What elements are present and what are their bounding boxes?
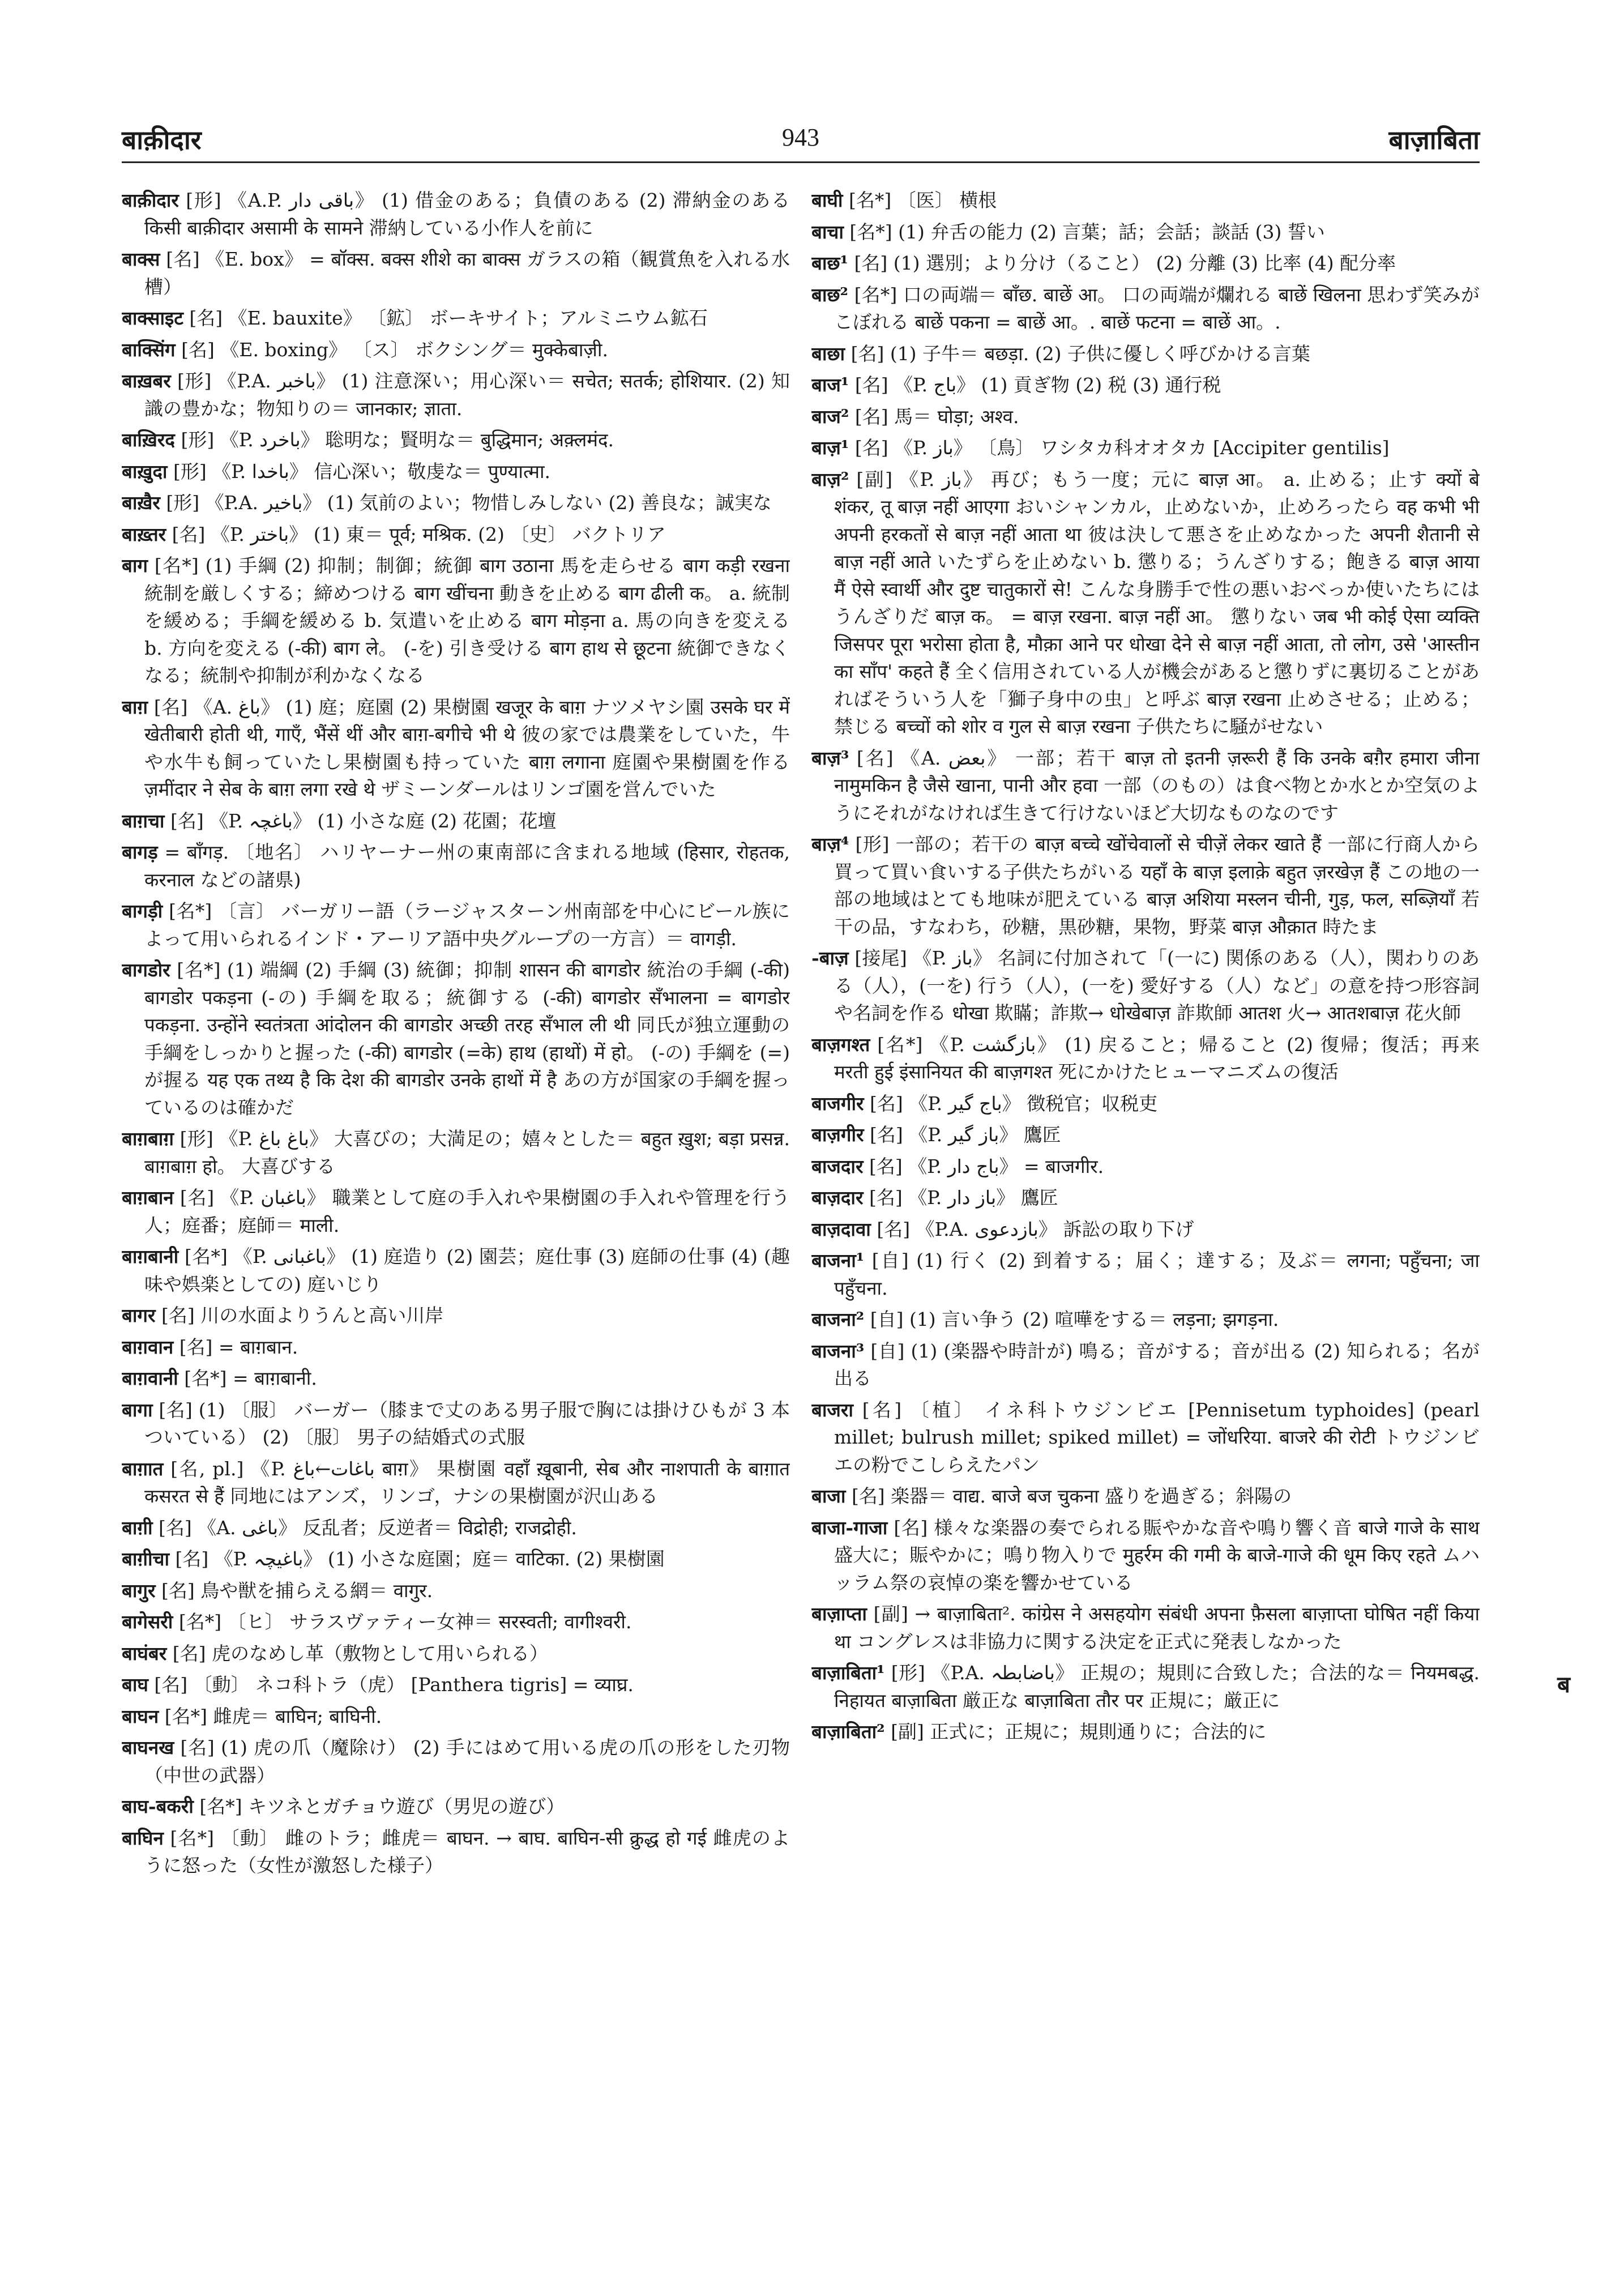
running-head-left: बाक़ीदार: [122, 125, 202, 155]
dictionary-entry: [122, 1125, 790, 1180]
dictionary-entry: [811, 1121, 1480, 1149]
entry-definition: [自] (1) 言い争う (2) 喧嘩をする＝ लड़ना; झगड़ना.: [870, 1308, 1279, 1330]
entry-definition: [名] 《E. boxing》 〔ス〕 ボクシング＝ मुक्केबाज़ी.: [181, 338, 608, 361]
dictionary-entry: [122, 1608, 790, 1636]
entry-definition: [名*] (1) 端綱 (2) 手綱 (3) 統御；抑制 शासन की बागडोर 統治の手綱 (-की) बागडोर पकड़ना (-の) 手綱を取る；統御する (-की) बागडोर सँभालना = बागडोर पकड़ना. उन्होंने स्वतंत्रता आंदोलन की बागडोर अच्छी तरह सँभाल ली थी 同氏が独立運動の手綱をしっかりと握った (-की) बागडोर (=के) हाथ (हाथों) में हो。 (-の) 手綱を (=) が握る यह एक तथ्य है कि देश की बागडोर उनके हाथों में है あの方が国家の手綱を握っているのは確かだ: [144, 959, 790, 1119]
right-column: [811, 187, 1480, 2213]
dictionary-entry: [122, 1334, 790, 1361]
entry-definition: [副] → बाज़ाबिता². कांग्रेस ने असहयोग संबंधी अपना फ़ैसला बाज़ाप्ता घोषित नहीं किया था コングレスは非協力に関する決定を正式に発表しなかった: [834, 1603, 1480, 1653]
dictionary-entry: [811, 1216, 1480, 1244]
entry-headword: बाग़बान: [122, 1186, 174, 1209]
entry-definition: [名] 《P. باج دار》 = बाजगीर.: [869, 1155, 1104, 1177]
dictionary-entry: [122, 458, 790, 486]
entry-headword: बाज़ाप्ता: [811, 1603, 867, 1625]
entry-headword: बाघनख: [122, 1736, 174, 1759]
entry-headword: बाग़बानी: [122, 1245, 179, 1267]
entry-definition: [名] 楽器＝ वाद्य. बाजे बज चुकना 盛りを過ぎる；斜陽の: [851, 1485, 1292, 1507]
entry-definition: [形] 《P.A. باخبر》 (1) 注意深い；用心深い＝ सचेत; सतर्क; होशियार. (2) 知識の豊かな；物知りの＝ जानकार; ज्ञाता.: [144, 370, 790, 420]
dictionary-entry: [811, 1659, 1480, 1714]
entry-headword: बाजना³: [811, 1339, 865, 1362]
dictionary-entry: [811, 1338, 1480, 1393]
entry-headword: बाख़बर: [122, 370, 171, 392]
entry-headword: बाग़वानी: [122, 1367, 178, 1389]
entry-headword: बाज¹: [811, 374, 849, 396]
dictionary-entry: [122, 898, 790, 953]
entry-headword: बाघ: [122, 1674, 148, 1696]
entry-headword: बाक्स: [122, 248, 160, 270]
entry-headword: बाज़ाबिता²: [811, 1721, 885, 1743]
entry-definition: [名*] = बाग़बानी.: [184, 1367, 317, 1389]
entry-headword: बाज़ाबिता¹: [811, 1662, 885, 1684]
entry-definition: [名*] (1) 手綱 (2) 抑制；制御；統御 बाग उठाना 馬を走らせる बाग कड़ी रखना 統制を厳しくする；締めつける बाग खींचना 動きを止める बाग ढीली क。 a. 統制を緩める；手綱を緩める b. 気遣いを止める बाग मोड़ना a. 馬の向きを変える b. 方向を変える (-की) बाग ले。 (-を) 引き受ける बाग हाथ से छूटना 統御できなくなる；統制や抑制が利かなくなる: [144, 554, 790, 686]
entry-headword: बाचा: [811, 220, 844, 243]
dictionary-entry: [122, 521, 790, 549]
dictionary-entry: [811, 1153, 1480, 1181]
entry-headword: बाग़ी: [122, 1516, 153, 1539]
dictionary-entry: [122, 1514, 790, 1542]
entry-definition: [名*] (1) 弁舌の能力 (2) 言葉；話；会話；談話 (3) 誓い: [849, 220, 1325, 243]
dictionary-entry: [811, 1397, 1480, 1479]
entry-headword: बाक़ीदार: [122, 189, 179, 211]
dictionary-entry: [122, 1456, 790, 1510]
entry-definition: [名] 《P. باج گیر》 徴税官；収税吏: [870, 1092, 1158, 1115]
entry-definition: [名] 馬＝ घोड़ा; अश्व.: [854, 405, 1019, 428]
dictionary-entry: [122, 694, 790, 804]
dictionary-entry: [811, 1483, 1480, 1510]
dictionary-entry: [122, 1734, 790, 1789]
dictionary-entry: [122, 1671, 790, 1699]
entry-definition: [名] 《P. باختر》 (1) 東＝ पूर्व; मश्रिक. (2) 〔史〕 バクトリア: [172, 523, 666, 545]
entry-headword: बाजना¹: [811, 1249, 865, 1271]
entry-headword: बाख़ैर: [122, 492, 160, 514]
entry-definition: [自] (1) 行く (2) 到着する；届く；達する；及ぶ＝ लगना; पहुँचना; जा पहुँचना.: [834, 1249, 1480, 1299]
dictionary-entry: [811, 187, 1480, 215]
running-head-right: बाज़ाबिता: [1388, 125, 1480, 155]
dictionary-entry: [811, 1514, 1480, 1597]
dictionary-entry: [811, 403, 1480, 431]
entry-definition: [接尾] 《P. باز》 名詞に付加されて「(一に) 関係のある（人），関わりのある（人），(一を) 行う（人），(一を) 愛好する（人）など」の意を持つ形容詞や名詞を作る धोखा 欺瞞；詐欺→ धोखेबाज़ 詐欺師 आतश 火→ आतशबाज़ 花火師: [834, 947, 1480, 1024]
entry-definition: [名] 〔動〕 ネコ科トラ（虎） [Panthera tigris] = व्याघ्र.: [154, 1674, 634, 1696]
entry-definition: [形] 《P.A. باضابطہ》 正規の；規則に合致した；合法的な＝ नियमबद्ध. निहायत बाज़ाबिता 厳正な बाज़ाबिता तौर पर 正規に；厳正に: [834, 1662, 1480, 1711]
entry-headword: बाख़ुदा: [122, 460, 168, 483]
entry-headword: -बाज़: [811, 947, 849, 969]
entry-headword: बागुर: [122, 1579, 156, 1602]
entry-definition: [名] 《A. باغ》 (1) 庭；庭園 (2) 果樹園 खजूर के बाग़ ナツメヤシ園 उसके घर में खेतीबारी होती थी, गाएँ, भैंसें थीं और बाग़-बगीचे भी थे 彼の家では農業をしていた，牛や水牛も飼っていたし果樹園も持っていた बाग़ लगाना 庭園や果樹園を作る ज़मींदार ने सेब के बाग़ लगा रखे थे ザミーンダールはリンゴ園を営んでいた: [144, 695, 790, 800]
dictionary-entry: [122, 489, 790, 517]
entry-headword: बाग़ीचा: [122, 1548, 170, 1570]
entry-headword: बाघन: [122, 1705, 159, 1727]
dictionary-entry: [122, 1365, 790, 1393]
entry-headword: बाछ²: [811, 283, 848, 306]
page-number: 943: [782, 123, 819, 151]
dictionary-entry: [811, 466, 1480, 741]
entry-headword: बागेसरी: [122, 1611, 173, 1633]
entry-headword: बागडोर: [122, 959, 170, 981]
dictionary-entry: [122, 246, 790, 301]
entry-headword: बाघी: [811, 189, 843, 211]
dictionary-entry: [122, 552, 790, 690]
dictionary-entry: [122, 839, 790, 894]
entry-definition: = बाँगड़. 〔地名〕 ハリヤーナー州の東南部に含まれる地域 (हिसार, रोहतक, करनाल などの諸県): [144, 841, 790, 891]
entry-headword: बाग़बाग़: [122, 1128, 174, 1150]
entry-headword: बागड़ी: [122, 900, 163, 922]
entry-headword: बागा: [122, 1398, 153, 1421]
dictionary-entry: [122, 1546, 790, 1573]
dictionary-entry: [122, 1793, 790, 1821]
entry-headword: बाछा: [811, 342, 845, 365]
dictionary-entry: [811, 1184, 1480, 1212]
thumb-index-letter: ब: [1557, 1671, 1570, 1698]
entry-definition: [名] 《P. باغیچہ》 (1) 小さな庭園；庭＝ वाटिका. (2) 果樹園: [175, 1548, 665, 1570]
entry-definition: [形] 《P. باغ باغ》 大喜びの；大満足の；嬉々とした＝ बहुत ख़ुश; बड़ा प्रसन्न. बाग़बाग़ हो。 大喜びする: [144, 1128, 790, 1177]
entry-definition: [副] 《P. باز》 再び；もう一度；元に बाज़ आ。 a. 止める；止す क्यों बे शंकर, तू बाज़ नहीं आएगा おいシャンカル，止めないか，止めろったら वह कभी भी अपनी हरकतों से बाज़ नहीं आता था 彼は決して悪さを止めなかった अपनी शैतानी से बाज़ नहीं आते いたずらを止めない b. 懲りる；うんざりする；飽きる बाज़ आया मैं ऐसे स्वार्थी और दुष्ट चातुकारों से! こんな身勝手で性の悪いおべっか使いたちにはうんざりだ बाज़ क。 = बाज़ रखना. बाज़ नहीं आ。 懲りない जब भी कोई ऐसा व्यक्ति जिसपर पूरा भरोसा होता है, मौक़ा आने पर धोखा देने से बाज़ नहीं आता, तो लोग, उसे 'आस्तीन का साँप' कहते हैं 全く信用されている人が機会があると懲りずに裏切ることがあればそういう人を「獅子身中の虫」と呼ぶ बाज़ रखना 止めさせる；止める；禁じる बच्चों को शोर व गुल से बाज़ रखना 子供たちに騒がせない: [834, 468, 1480, 737]
entry-definition: [名] 虎のなめし革（敷物として用いられる）: [172, 1642, 548, 1664]
entry-headword: बाज़⁴: [811, 833, 849, 855]
entry-headword: बाज़¹: [811, 437, 849, 459]
entry-headword: बाक्सिंग: [122, 338, 176, 361]
dictionary-entry: [122, 1703, 790, 1731]
dictionary-entry: [122, 808, 790, 835]
entry-headword: बाग: [122, 554, 148, 577]
dictionary-entry: [122, 1397, 790, 1452]
entry-definition: [形] 《P. باخدا》 信心深い；敬虔な＝ पुण्यात्मा.: [173, 460, 550, 483]
dictionary-entry: [811, 1247, 1480, 1302]
entry-headword: बागर: [122, 1304, 156, 1326]
entry-definition: [名] 様々な楽器の奏でられる賑やかな音や鳴り響く音 बाजे गाजे के साथ 盛大に；賑やかに；鳴り物入りで मुहर्रम की गमी के बाजे-गाजे की धूम किए रहते ムハッラム祭の哀悼の楽を響かせている: [834, 1516, 1480, 1594]
entry-definition: [名] 《P. باز گیر》 鷹匠: [870, 1124, 1061, 1146]
entry-headword: बाज़गीर: [811, 1124, 864, 1146]
entry-headword: बाग़: [122, 695, 148, 718]
entry-definition: [名] = बाग़बान.: [179, 1335, 298, 1358]
entry-definition: [名*] 口の両端＝ बाँछ. बाछें आ。 口の両端が爛れる बाछें खिलना 思わず笑みがこぼれる बाछें पकना = बाछें आ。. बाछें फटना = बाछें आ。.: [834, 283, 1480, 333]
dictionary-entry: [122, 1640, 790, 1668]
entry-headword: बाज़दार: [811, 1186, 864, 1209]
dictionary-entry: [811, 831, 1480, 941]
entry-headword: बाजदार: [811, 1155, 864, 1177]
entry-definition: [形] 一部の；若干の बाज़ बच्चे खोंचेवालों से चीज़ें लेकर खाते हैं 一部に行商人から買って買い食いする子供たちがいる यहाँ के बाज़ इलाक़े बहुत ज़रखेज़ हैं この地の一部の地域はとても地味が肥えている बाज़ अशिया मस्लन चीनी, गुड़, फल, सब्ज़ियाँ 若干の品，すなわち，砂糖，黒砂糖，果物，野菜 बाज़ औक़ात 時たま: [834, 833, 1480, 938]
entry-headword: बाजरा: [811, 1398, 853, 1421]
entry-headword: बाज़²: [811, 468, 849, 490]
columns: [122, 187, 1480, 2213]
dictionary-entry: [811, 219, 1480, 246]
entry-definition: [名*] 雌虎＝ बाघिन; बाघिनी.: [164, 1705, 382, 1727]
entry-headword: बाख़िरद: [122, 429, 175, 451]
entry-headword: बाग़ात: [122, 1457, 164, 1480]
dictionary-entry: [122, 187, 790, 242]
entry-definition: [名*] 〔医〕 横根: [848, 189, 997, 211]
entry-definition: [名] 《E. bauxite》 〔鉱〕 ボーキサイト；アルミニウム鉱石: [189, 307, 708, 329]
dictionary-entry: [122, 1825, 790, 1880]
left-column: [122, 187, 790, 2213]
entry-headword: बाग़वान: [122, 1335, 174, 1358]
entry-headword: बाग़चा: [122, 809, 165, 832]
entry-definition: [名] 《P. باغبان》 職業として庭の手入れや果樹園の手入れや管理を行う人；庭番；庭師＝ माली.: [144, 1186, 790, 1236]
page-header: [122, 116, 1480, 163]
entry-definition: [名] 《A. بعض》 一部；若干 बाज़ तो इतनी ज़रूरी हैं कि उनके बग़ैर हमारा जीना नामुमकिन है जैसे खाना, पानी और हवा 一部（のもの）は食べ物とか水とか空気のようにそれがなければ生きて行けないほど大切なものなのです: [834, 746, 1480, 824]
dictionary-entry: [811, 434, 1480, 462]
dictionary-entry: [122, 1243, 790, 1298]
entry-headword: बाघिन: [122, 1826, 164, 1849]
entry-definition: [名] 《P.A. بازدعوی》 訴訟の取り下げ: [877, 1218, 1194, 1240]
dictionary-entry: [122, 336, 790, 364]
entry-definition: [名] 《A. باغی》 反乱者；反逆者＝ विद्रोही; राजद्रोही.: [159, 1516, 577, 1539]
dictionary-entry: [811, 372, 1480, 399]
entry-headword: बाज²: [811, 405, 849, 428]
entry-headword: बाजना²: [811, 1308, 865, 1330]
dictionary-entry: [811, 1306, 1480, 1334]
entry-definition: [名*] 《P. باغبانی》 (1) 庭造り (2) 園芸；庭仕事 (3) 庭師の仕事 (4) (趣味や娯楽としての) 庭いじり: [144, 1245, 790, 1295]
dictionary-entry: [811, 1031, 1480, 1086]
entry-definition: [名*] 〔ヒ〕 サラスヴァティー女神＝ सरस्वती; वागीश्वरी.: [178, 1611, 632, 1633]
entry-definition: [自] (1) (楽器や時計が) 鳴る；音がする；音が出る (2) 知られる；名が出る: [834, 1339, 1480, 1389]
entry-headword: बाजगीर: [811, 1092, 864, 1115]
entry-headword: बागड़: [122, 841, 158, 863]
dictionary-entry: [811, 945, 1480, 1027]
entry-headword: बाक्साइट: [122, 307, 183, 329]
entry-definition: [名] (1) 子牛＝ बछड़ा. (2) 子供に優しく呼びかける言葉: [851, 342, 1310, 365]
entry-definition: [名*] 〔言〕 バーガリー語（ラージャスターン州南部を中心にビール族によって用いられるインド・アーリア語中央グループの一方言）＝ वागड़ी.: [144, 900, 790, 950]
entry-headword: बाघंबर: [122, 1642, 167, 1664]
entry-definition: [名] (1) 虎の爪（魔除け） (2) 手にはめて用いる虎の爪の形をした刃物（中世の武器）: [144, 1736, 790, 1786]
entry-definition: [名] 《P. باج》 (1) 貢ぎ物 (2) 税 (3) 通行税: [854, 374, 1221, 396]
entry-definition: [名*] 《P. بازگشت》 (1) 戻ること；帰ること (2) 復帰；復活；再来 मरती हुई इंसानियत की बाज़गश्त 死にかけたヒューマニズムの復活: [834, 1033, 1480, 1083]
entry-definition: [形] 《A.P. باقی دار》 (1) 借金のある；負債のある (2) 滞納金のある किसी बाक़ीदार असामी के सामने 滞納している小作人を前に: [144, 189, 790, 239]
dictionary-entry: [811, 250, 1480, 278]
entry-definition: [名] 《P. باز》 〔鳥〕 ワシタカ科オオタカ [Accipiter gentilis]: [854, 437, 1390, 459]
entry-headword: बाछ¹: [811, 252, 848, 274]
entry-headword: बाज़³: [811, 746, 849, 769]
dictionary-entry: [811, 1600, 1480, 1655]
dictionary-entry: [811, 745, 1480, 827]
entry-definition: [名*] 〔動〕 雌のトラ；雌虎＝ बाघन. → बाघ. बाघिन-सी क्रुद्ध हो गई 雌虎のように怒った（女性が激怒した様子）: [144, 1826, 790, 1876]
dictionary-entry: [122, 426, 790, 454]
dictionary-entry: [811, 340, 1480, 368]
entry-definition: [名] 《E. box》 = बॉक्स. बक्स शीशे का बाक्स ガラスの箱（観賞魚を入れる水槽）: [144, 248, 790, 298]
entry-definition: [名] (1) 〔服〕 バーガー（膝まで丈のある男子服で胸には掛けひもが 3 本ついている） (2) 〔服〕 男子の結婚式の式服: [144, 1398, 790, 1448]
entry-definition: [名] 川の水面よりうんと高い川岸: [161, 1304, 444, 1326]
entry-headword: बाज़गश्त: [811, 1033, 870, 1056]
entry-definition: [名] 《P. باز دار》 鷹匠: [869, 1186, 1058, 1209]
entry-definition: [名] 鳥や獣を捕らえる網＝ वागुर.: [161, 1579, 433, 1602]
entry-definition: [形] 《P.A. باخیر》 (1) 気前のよい；物惜しみしない (2) 善良な；誠実な: [166, 492, 772, 514]
entry-definition: [副] 正式に；正規に；規則通りに；合法的に: [891, 1721, 1267, 1743]
dictionary-entry: [122, 1184, 790, 1239]
dictionary-entry: [811, 1090, 1480, 1118]
entry-definition: [名, pl.] 《P. باغات←باغ बाग़》 果樹園 वहाँ ख़ूबानी, सेब और नाशपाती के बाग़ात कसरत से हैं 同地にはアンズ，リンゴ，ナシの果樹園が沢山ある: [144, 1457, 790, 1507]
dictionary-entry: [122, 368, 790, 422]
dictionary-entry: [122, 1302, 790, 1330]
dictionary-entry: [122, 957, 790, 1121]
entry-headword: बाजा-गाजा: [811, 1516, 888, 1539]
entry-definition: [名] 〔植〕 イネ科トウジンビエ [Pennisetum typhoides] (pearl millet; bulrush millet; spiked millet) = जोंधरिया. बाजरे की रोटी トウジンビエの粉でこしらえたパン: [834, 1398, 1480, 1476]
entry-definition: [名] 《P. باغچہ》 (1) 小さな庭 (2) 花園；花壇: [170, 809, 557, 832]
dictionary-entry: [122, 1577, 790, 1605]
dictionary-entry: [811, 1718, 1480, 1746]
entry-headword: बाख़्तर: [122, 523, 166, 545]
dictionary-entry: [122, 305, 790, 332]
entry-headword: बाजा: [811, 1485, 846, 1507]
entry-headword: बाज़दावा: [811, 1218, 871, 1240]
dictionary-entry: [811, 281, 1480, 336]
entry-definition: [名] (1) 選別；より分け（ること） (2) 分離 (3) 比率 (4) 配分率: [854, 252, 1396, 274]
entry-definition: [形] 《P. باخرد》 聡明な；賢明な＝ बुद्धिमान; अक़्लमंद.: [181, 429, 614, 451]
entry-headword: बाघ-बकरी: [122, 1795, 194, 1817]
entry-definition: [名*] キツネとガチョウ遊び（男児の遊び）: [199, 1795, 565, 1817]
